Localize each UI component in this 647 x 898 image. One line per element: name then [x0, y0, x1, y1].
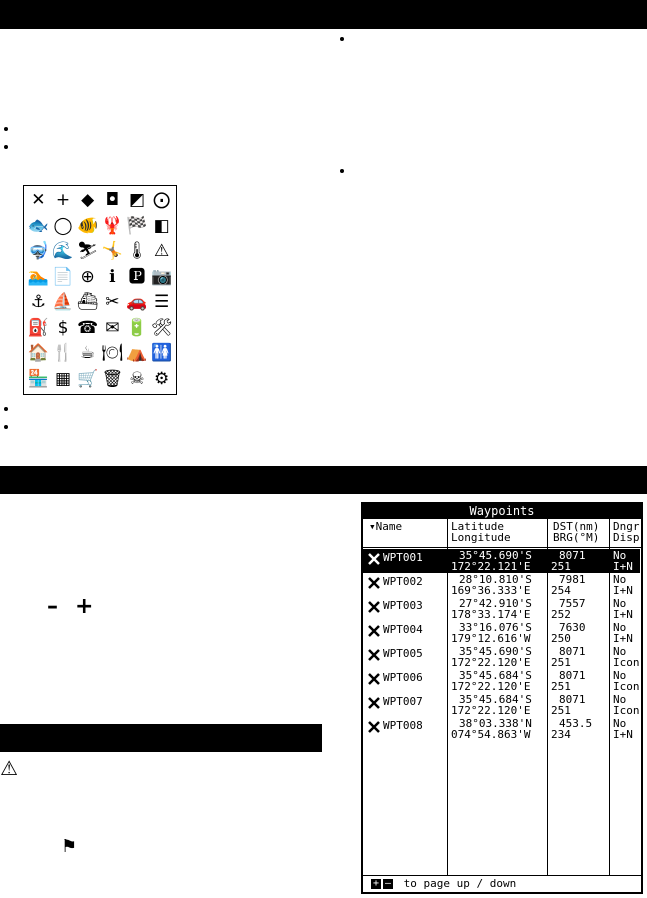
waypoint-symbol-icon: $ [57, 317, 69, 338]
waypoint-display: I+N [613, 728, 633, 741]
waypoint-x-icon [368, 576, 380, 590]
waypoint-latitude: 28°10.810'S [459, 573, 532, 586]
waypoint-latitude: 35°45.684'S [459, 669, 532, 682]
waypoint-symbol-icon: ✂ [105, 292, 120, 313]
waypoint-symbol-icon: ✕ [31, 190, 46, 211]
waypoint-distance: 8071 [559, 669, 586, 682]
waypoint-symbol-icon: ⚙ [154, 368, 170, 389]
column-header-dngr-disp[interactable]: Dngr Disp [613, 520, 640, 544]
waypoint-symbol-icon: ☰ [154, 292, 170, 313]
waypoint-bearing: 251 [551, 560, 571, 573]
waypoint-symbol-icon: 📷 [151, 266, 173, 287]
waypoint-symbol-icon: 📄 [52, 266, 74, 287]
waypoint-symbol-icon: 🛒 [77, 368, 99, 389]
waypoint-x-icon [368, 720, 380, 734]
waypoint-display: I+N [613, 584, 633, 597]
waypoint-name: WPT008 [383, 719, 423, 732]
waypoint-symbol-icon: ⚓ [30, 292, 46, 313]
waypoint-latitude: 27°42.910'S [459, 597, 532, 610]
waypoint-bearing: 251 [551, 680, 571, 693]
waypoint-display: Icon [613, 680, 640, 693]
waypoint-symbol-icon: ⊕ [80, 266, 95, 287]
waypoint-name: WPT002 [383, 575, 423, 588]
waypoint-symbol-icon: ⚠ [154, 241, 170, 262]
waypoint-symbol-icon: 🅿 [128, 266, 146, 287]
waypoint-longitude: 172°22.120'E [451, 680, 531, 693]
waypoint-name: WPT001 [383, 551, 423, 564]
waypoint-longitude: 169°36.333'E [451, 584, 531, 597]
waypoint-distance: 453.5 [559, 717, 593, 730]
waypoint-row[interactable] [363, 669, 641, 693]
waypoint-icon-table [23, 185, 177, 395]
column-header-latlon[interactable]: Latitude Longitude [451, 520, 511, 544]
column-header-name[interactable]: ▾Name [369, 520, 403, 533]
waypoint-longitude: 172°22.121'E [451, 560, 531, 573]
waypoint-bearing: 254 [551, 584, 571, 597]
waypoint-symbol-icon: ⛷ [76, 241, 99, 262]
waypoint-x-icon [368, 552, 380, 566]
waypoint-row[interactable] [363, 597, 641, 621]
waypoint-latitude: 35°45.690'S [459, 645, 532, 658]
waypoint-x-icon [368, 624, 380, 638]
waypoint-symbol-icon: 🚗 [126, 292, 148, 313]
waypoint-danger: No [613, 573, 627, 586]
bullet [4, 127, 8, 131]
waypoint-name: WPT005 [383, 647, 423, 660]
waypoint-symbol-icon: ◯ [53, 215, 73, 236]
waypoint-symbol-icon: 🚻 [151, 343, 173, 364]
waypoint-symbol-icon: ⛵ [52, 292, 74, 313]
waypoint-display: I+N [613, 632, 633, 645]
page-down-key-icon: – [384, 878, 392, 889]
waypoint-distance: 8071 [559, 645, 586, 658]
waypoint-bearing: 234 [551, 728, 571, 741]
bullet [4, 425, 8, 429]
waypoint-symbol-icon: 🔋 [126, 317, 148, 338]
waypoint-danger: No [613, 621, 627, 634]
waypoint-symbol-icon: + [55, 190, 71, 211]
waypoint-distance: 7981 [559, 573, 586, 586]
waypoint-distance: 7630 [559, 621, 586, 634]
waypoint-symbol-icon: ☎ [77, 317, 99, 338]
minus-icon: – [47, 594, 58, 619]
waypoint-distance: 8071 [559, 693, 586, 706]
bullet [4, 407, 8, 411]
column-header-dst-brg[interactable]: DST(nm) BRG(°M) [553, 520, 600, 544]
waypoint-symbol-icon: ◧ [153, 215, 170, 236]
waypoint-name: WPT007 [383, 695, 423, 708]
waypoint-row[interactable] [363, 549, 640, 573]
waypoint-symbol-icon: ◩ [128, 190, 146, 211]
waypoint-bearing: 250 [551, 632, 571, 645]
waypoint-symbol-icon: ⛽ [27, 317, 49, 338]
waypoint-display: I+N [613, 608, 633, 621]
waypoint-display: I+N [613, 560, 633, 573]
waypoint-symbol-icon: ☕ [80, 343, 96, 364]
waypoint-x-icon [368, 600, 380, 614]
waypoint-name: WPT004 [383, 623, 423, 636]
section-header-bar-top [0, 0, 647, 29]
waypoint-symbol-icon: 🏁 [126, 215, 148, 236]
footer-text: to page up / down [403, 877, 517, 890]
waypoint-symbol-icon: ✉ [105, 317, 120, 338]
waypoint-symbol-icon: 🐟 [27, 215, 49, 236]
waypoint-latitude: 33°16.076'S [459, 621, 532, 634]
waypoint-x-icon [368, 672, 380, 686]
waypoint-row[interactable] [363, 573, 641, 597]
plus-icon: + [75, 594, 94, 619]
waypoints-title: Waypoints [363, 504, 641, 519]
waypoint-latitude: 35°45.684'S [459, 693, 532, 706]
waypoint-name: WPT003 [383, 599, 423, 612]
waypoint-symbol-icon: 🐠 [77, 215, 99, 236]
waypoint-bearing: 251 [551, 704, 571, 717]
waypoint-longitude: 172°22.120'E [451, 656, 531, 669]
waypoint-symbol-icon: 🍽 [101, 343, 124, 364]
waypoint-latitude: 35°45.690'S [459, 549, 532, 562]
waypoint-symbol-icon: 🍴 [52, 343, 74, 364]
waypoint-longitude: 172°22.120'E [451, 704, 531, 717]
waypoint-longitude: 179°12.616'W [451, 632, 531, 645]
waypoint-danger: No [613, 717, 627, 730]
waypoint-symbol-icon: 🛠 [150, 317, 173, 338]
waypoint-symbol-icon: 🤸 [101, 241, 123, 262]
waypoint-danger: No [613, 645, 627, 658]
waypoint-danger: No [613, 597, 627, 610]
waypoint-display: Icon [613, 656, 640, 669]
waypoint-row[interactable] [363, 621, 641, 645]
waypoint-symbol-icon: 🤿 [27, 241, 49, 262]
bullet [340, 169, 344, 173]
warning-icon: ⚠ [0, 756, 18, 780]
waypoint-row[interactable] [363, 693, 641, 717]
waypoint-symbol-icon: 🗑 [101, 368, 124, 389]
bullet [340, 37, 344, 41]
waypoint-symbol-icon: ☠ [129, 368, 145, 389]
waypoint-danger: No [613, 669, 627, 682]
waypoint-longitude: 178°33.174'E [451, 608, 531, 621]
waypoint-longitude: 074°54.863'W [451, 728, 531, 741]
section-header-bar-middle [0, 466, 647, 494]
waypoint-row[interactable] [363, 717, 641, 741]
subsection-header-bar [0, 724, 322, 752]
waypoint-symbol-icon: 🦞 [101, 215, 123, 236]
waypoint-symbol-icon: ◘ [105, 190, 120, 211]
flag-icon: ⚑ [61, 836, 78, 857]
page-up-key-icon: + [372, 878, 380, 889]
waypoint-bearing: 251 [551, 656, 571, 669]
waypoint-distance: 7557 [559, 597, 586, 610]
footer-hint [363, 875, 641, 892]
waypoint-symbol-icon: 🏪 [27, 368, 49, 389]
header-divider [363, 547, 641, 548]
waypoint-symbol-icon: 🏠 [27, 343, 49, 364]
waypoint-name: WPT006 [383, 671, 423, 684]
waypoint-x-icon [368, 696, 380, 710]
waypoints-screen [361, 502, 643, 894]
waypoint-symbol-icon: ⛴ [76, 292, 99, 313]
waypoint-symbol-icon: 🌡 [126, 241, 148, 262]
waypoint-bearing: 252 [551, 608, 571, 621]
waypoint-display: Icon [613, 704, 640, 717]
waypoint-x-icon [368, 648, 380, 662]
waypoint-latitude: 38°03.338'N [459, 717, 532, 730]
waypoint-symbol-icon: ℹ [109, 266, 116, 287]
waypoint-symbol-icon: ⨀ [153, 190, 171, 211]
waypoint-symbol-icon: ▦ [54, 368, 72, 389]
waypoint-row[interactable] [363, 645, 641, 669]
waypoint-danger: No [613, 693, 627, 706]
waypoint-distance: 8071 [559, 549, 586, 562]
waypoint-symbol-icon: 🏊 [27, 266, 49, 287]
waypoint-symbol-icon: 🌊 [52, 241, 74, 262]
waypoint-symbol-icon: ⛺ [126, 343, 148, 364]
waypoint-danger: No [613, 549, 627, 562]
waypoint-symbol-icon: ◆ [81, 190, 95, 211]
bullet [4, 145, 8, 149]
